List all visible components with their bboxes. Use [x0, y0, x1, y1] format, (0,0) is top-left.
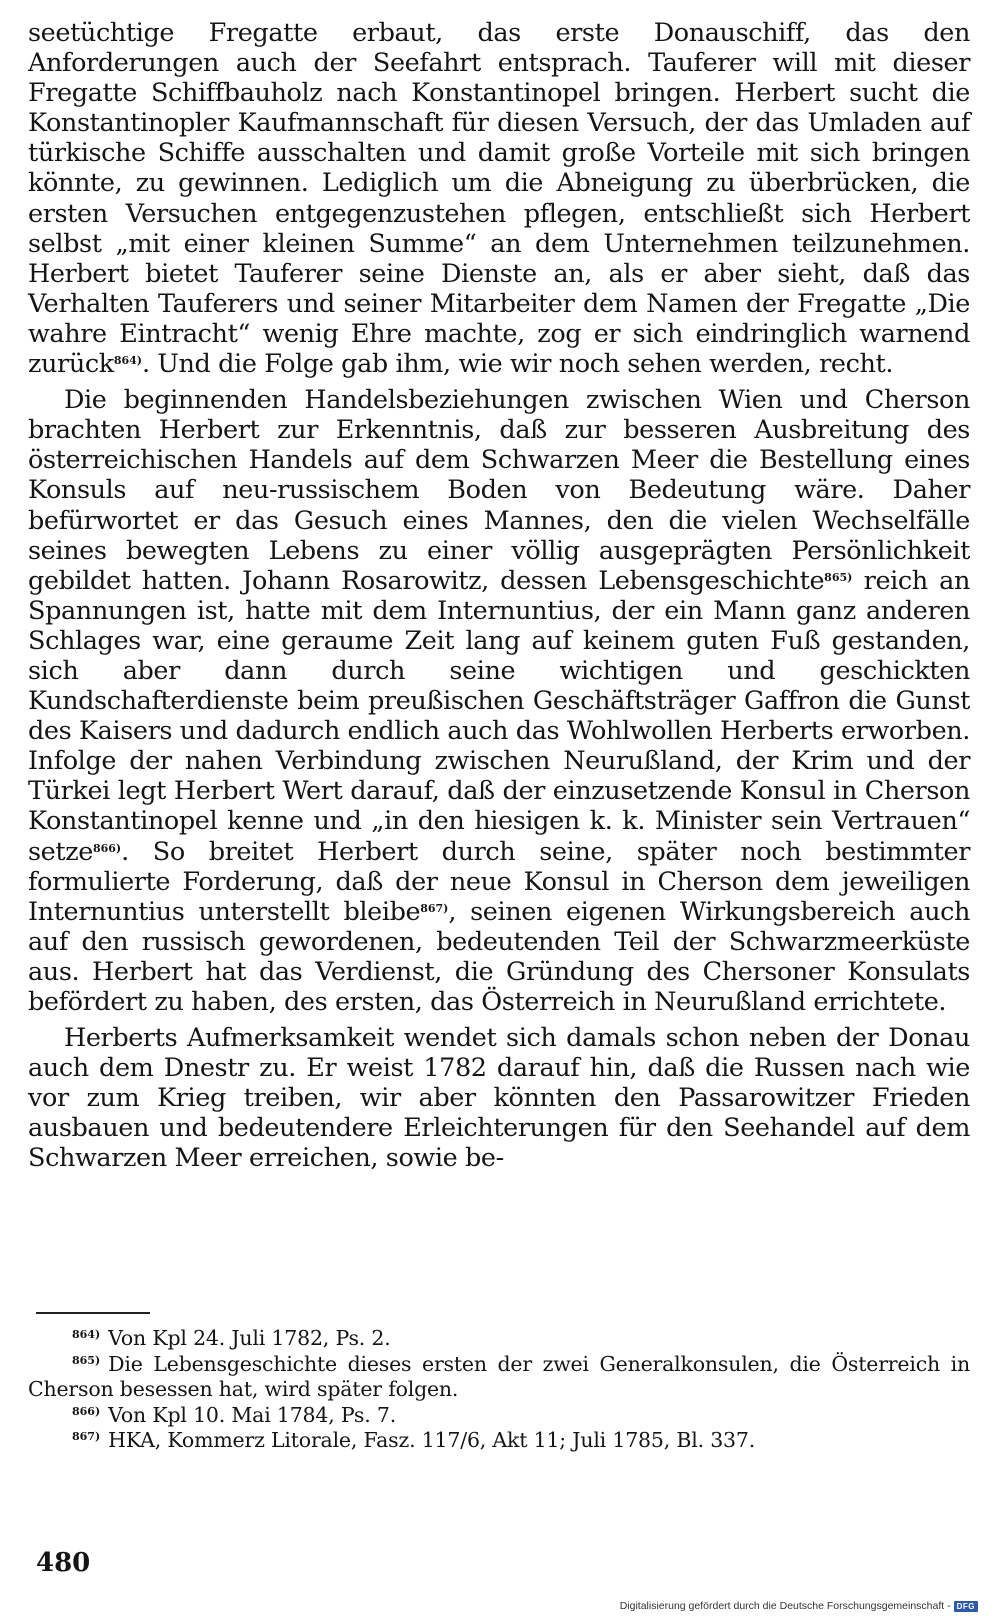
footnote: 866) Von Kpl 10. Mai 1784, Ps. 7. [72, 1402, 397, 1427]
footnote-separator [36, 1312, 150, 1314]
footnote-reference: 864) [113, 354, 142, 368]
footnote: 867) HKA, Kommerz Litorale, Fasz. 117/6, Akt 11; Juli 1785, Bl. 337. [72, 1428, 756, 1452]
paragraph-text: Die beginnenden Handelsbeziehungen zwischen Wien und Cherson brachten Herbert zur Erkenntnis, daß zur besseren Ausbreitung des österreichischen Handels auf dem Schwarzen Meer die Bestellung eines Konsuls auf neu-russischem Boden von Bedeutung wäre. Daher befürwortet er das Gesuch eines Mannes, den die vielen Wechselfälle seines bewegten Lebens zu einer völlig ausgeprägten Persönlichkeit gebildet hatten. Johann Rosarowitz, dessen Lebensgeschichte [28, 385, 970, 596]
footnote-text: Die Lebensgeschichte dieses ersten der zwei Generalkonsulen, die Österreich in Cherson besessen hat, wird später folgen. [28, 1351, 970, 1401]
footnote-text: HKA, Kommerz Litorale, Fasz. 117/6, Akt 11; Juli 1785, Bl. 337. [108, 1428, 756, 1452]
credit-text: Digitalisierung gefördert durch die Deutsche Forschungsgemeinschaft - [619, 1600, 951, 1612]
paragraph [28, 18, 970, 379]
paragraph-text: seetüchtige Fregatte erbaut, das erste Donauschiff, das den Anforderungen auch der Seefahrt entsprach. Tauferer will mit dieser Fregatte Schiffbauholz nach Konstantinopel bringen. Herbert sucht die Konstantinopler Kaufmannschaft für diesen Versuch, der das Umladen auf türkische Schiffe ausschalten und damit große Vorteile mit sich bringen könnte, zu gewinnen. Lediglich um die Abneigung zu überbrücken, die ersten Versuchen entgegenzustehen pflegen, entschließt sich Herbert selbst „mit einer kleinen Summe“ an dem Unternehmen teilzunehmen. Herbert bietet Tauferer seine Dienste an, als er aber sieht, daß das Verhalten Tauferers und seiner Mitarbeiter dem Namen der Fregatte „Die wahre Eintracht“ wenig Ehre machte, zog er sich eindringlich warnend zurück [28, 18, 970, 380]
footnote: 864) Von Kpl 24. Juli 1782, Ps. 2. [72, 1326, 391, 1350]
paragraph-text: . Und die Folge gab ihm, wie wir noch sehen werden, recht. [141, 349, 894, 380]
paragraph [28, 385, 970, 1017]
footnote: 865) Die Lebensgeschichte dieses ersten der zwei Generalkonsulen, die Österreich in Cherson besessen hat, wird später folgen. [28, 1351, 970, 1401]
paragraph-text: Herberts Aufmerksamkeit wendet sich damals schon neben der Donau auch dem Dnestr zu. Er weist 1782 darauf hin, daß die Russen nach wie vor zum Krieg treiben, wir aber könnten den Passarowitzer Frieden ausbauen und bedeutendere Erleichterungen für den Seehandel auf dem Schwarzen Meer erreichen, sowie be- [28, 1023, 970, 1174]
paragraph [28, 1023, 970, 1173]
footnote-text: Von Kpl 24. Juli 1782, Ps. 2. [108, 1326, 391, 1350]
footnote-reference: 867) [420, 901, 449, 915]
paragraph-text: reich an Spannungen ist, hatte mit dem Internuntius, der ein Mann ganz anderen Schlages war, eine geraume Zeit lang auf keinem guten Fuß gestanden, sich aber dann durch seine wichtigen und geschickten Kundschafterdienste beim preußischen Geschäftsträger Gaffron die Gunst des Kaisers und dadurch endlich auch das Wohlwollen Herberts erworben. Infolge der nahen Verbindung zwischen Neurußland, der Krim und der Türkei legt Herbert Wert darauf, daß der einzusetzende Konsul in Cherson Konstantinopel kenne und „in den hiesigen k. k. Minister sein Vertrauen“ setze [28, 565, 970, 867]
body-text [28, 18, 970, 1174]
page-number: 480 [36, 1548, 91, 1578]
footnote-reference: 866) [92, 841, 122, 855]
dfg-logo: DFG [954, 1601, 978, 1612]
footnote-reference: 865) [824, 570, 853, 584]
digitization-credit [620, 1600, 978, 1612]
paragraph-text: , seinen eigenen Wirkungsbereich auch auf den russisch gewordenen, bedeutenden Teil der Schwarzmeerküste aus. Herbert hat das Verdienst, die Gründung des Chersoner Konsulats befördert zu haben, des ersten, das Österreich in Neurußland errichtete. [28, 896, 970, 1017]
paragraph-text: . So breitet Herbert durch seine, später noch bestimmter formulierte Forderung, daß der neue Konsul in Cherson dem jeweiligen Internuntius unterstellt bleibe [28, 836, 970, 927]
book-page [28, 18, 970, 1608]
footnote-text: Von Kpl 10. Mai 1784, Ps. 7. [108, 1402, 397, 1427]
footnotes [28, 1326, 970, 1454]
